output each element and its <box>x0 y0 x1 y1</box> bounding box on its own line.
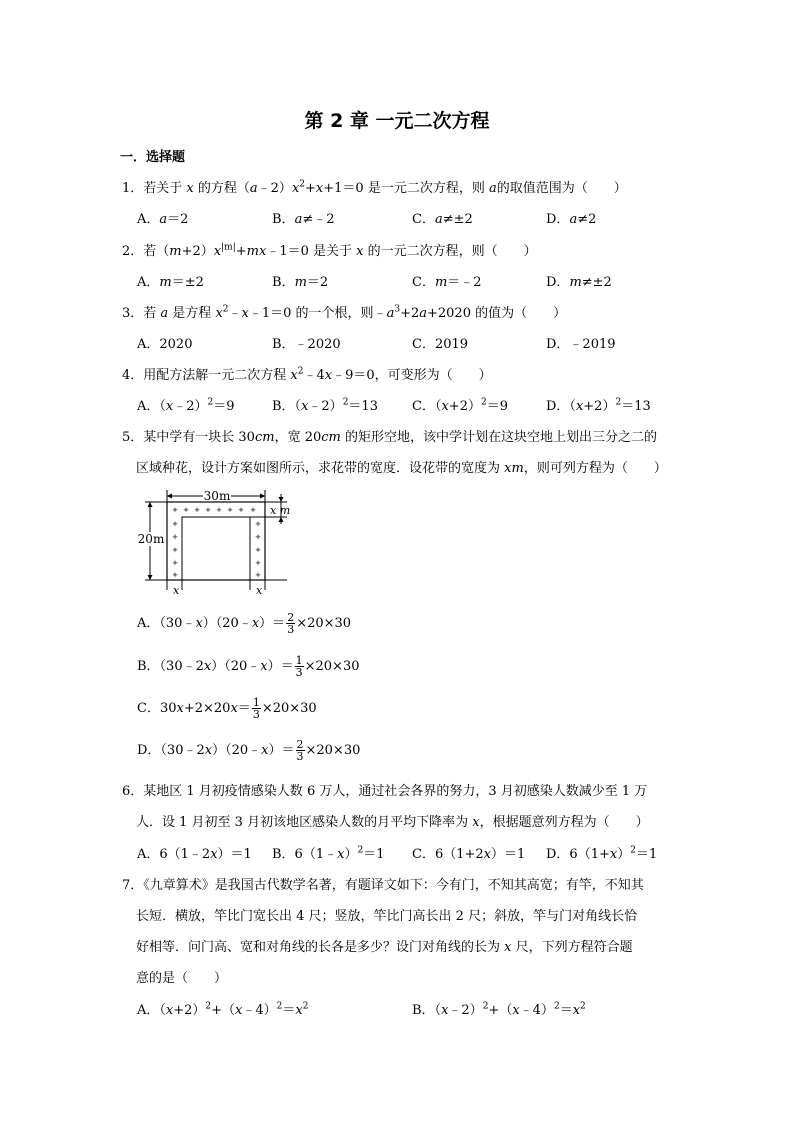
fraction: $\frac{2}{3}$ <box>296 738 304 763</box>
arrow-right-top <box>279 497 284 502</box>
flower-mark: ✦ <box>171 533 179 543</box>
inner-rect <box>182 517 250 580</box>
arrow-right-bottom <box>279 517 284 522</box>
question-3-option-c: C．2019 <box>412 337 469 352</box>
flower-mark: ✦ <box>254 571 262 581</box>
arrow-right <box>260 494 265 499</box>
question-4-option-b: B．（x﹣2）$^2$＝13 <box>272 397 378 414</box>
flower-mark: ✦ <box>254 546 262 556</box>
question-6-option-a: A．6（1﹣2x）＝1 <box>137 847 252 862</box>
question-5-line-1: 5．某中学有一块长 30cm，宽 20cm 的矩形空地，该中学计划在这块空地上划出三分之二的 <box>122 430 657 445</box>
flower-mark: ✦ <box>204 506 212 516</box>
dim-label-x-right: x <box>256 584 263 596</box>
question-4-option-a: A．（x﹣2）$^2$＝9 <box>137 397 235 414</box>
dim-label-top: 30m <box>203 489 231 503</box>
question-4-option-d: D．$(x+2)^2=13$ <box>546 397 651 414</box>
flower-mark: ✦ <box>215 506 223 516</box>
question-2-option-a: A．m＝±2 <box>137 275 204 290</box>
question-1-option-c: C．a≠±2 <box>412 212 473 227</box>
question-2-stem: 2．若$(m+2)x^{|m|}+mx﹣1=0$ 是关于 x 的一元二次方程，则（ ） <box>122 242 537 259</box>
flower-mark: ✦ <box>193 506 201 516</box>
question-7-line-4: 意的是（ ） <box>136 971 228 986</box>
question-3-stem: 3．若 a 是方程 $x^2﹣x﹣1=0$ 的一个根，则$﹣a^3+2a+2020$ 的值为（ ） <box>122 304 567 321</box>
question-1-option-a: A．a＝2 <box>137 212 189 227</box>
question-3-option-b: B．﹣2020 <box>272 337 341 352</box>
flower-mark: ✦ <box>182 506 190 516</box>
question-2-option-c: C．m＝﹣2 <box>412 275 482 290</box>
question-7-line-3: 好相等．问门高、宽和对角线的长各是多少？设门对角线的长为 x 尺，下列方程符合题 <box>136 940 633 955</box>
flower-mark: ✦ <box>254 520 262 530</box>
dim-label-right: x m <box>270 504 291 517</box>
dim-label-x-left: x <box>173 584 180 596</box>
question-4-option-c: C．$(x+2)^2=9$ <box>412 397 508 414</box>
page-title: 第 2 章 一元二次方程 <box>304 110 490 132</box>
question-6-line-1: 6．某地区 1 月初疫情感染人数 6 万人，通过社会各界的努力，3 月初感染人数减少至 1 万 <box>122 784 648 799</box>
flower-mark: ✦ <box>171 506 179 516</box>
question-7-option-a: A．$(x+2)^2+(x﹣4)^2=x^2$ <box>137 1001 309 1018</box>
question-5-line-2: 区域种花，设计方案如图所示，求花带的宽度．设花带的宽度为 xm，则可列方程为（ ） <box>136 461 667 476</box>
flower-mark: ✦ <box>171 559 179 569</box>
question-7-line-1: 7．《九章算术》是我国古代数学名著，有题译文如下：今有门，不知其高宽；有竿，不知其 <box>122 878 644 893</box>
flower-mark: ✦ <box>171 520 179 530</box>
question-3-option-a: A．2020 <box>137 337 193 352</box>
garden-diagram <box>135 484 295 596</box>
question-3-option-d: D．﹣2019 <box>546 337 616 352</box>
question-5-option-b: B．（30﹣2x）（20﹣x）＝ $\frac{1}{3}$ ×20×30 <box>137 654 360 679</box>
question-2-option-d: D．m≠±2 <box>546 275 612 290</box>
arrow-left <box>167 494 172 499</box>
flower-mark: ✦ <box>249 506 257 516</box>
question-6-option-d: D．$6(1+x)^2=1$ <box>546 845 658 862</box>
flower-mark: ✦ <box>254 533 262 543</box>
fraction: $\frac{2}{3}$ <box>287 611 295 636</box>
flower-mark: ✦ <box>171 546 179 556</box>
question-6-option-b: B．6（1﹣x）$^2$＝1 <box>272 845 385 862</box>
fraction: $\frac{1}{3}$ <box>252 696 260 721</box>
question-4-stem: 4．用配方法解一元二次方程 $x^2﹣4x﹣9=0$，可变形为（ ） <box>122 366 492 383</box>
section-heading: 一．选择题 <box>120 150 186 165</box>
arrow-down <box>148 575 153 580</box>
dim-label-left: 20m <box>137 532 165 546</box>
question-6-option-c: C．6（1+2x）＝1 <box>412 847 526 862</box>
question-1-stem: 1．若关于 x 的方程$(a﹣2)x^2+x+1=0$ 是一元二次方程，则 a的取值范围为（ ） <box>122 179 627 196</box>
arrow-up <box>148 502 153 507</box>
question-5-option-c: C．30x+2×20x＝ $\frac{1}{3}$ ×20×30 <box>137 696 317 721</box>
question-5-option-d: D．（30﹣2x）（20﹣x）＝ $\frac{2}{3}$ ×20×30 <box>137 738 361 763</box>
flower-mark: ✦ <box>254 559 262 569</box>
fraction: $\frac{1}{3}$ <box>295 654 303 679</box>
question-5-option-a: A．（30﹣x）（20﹣x）＝ $\frac{2}{3}$ ×20×30 <box>137 611 352 636</box>
question-7-option-b: B．$(x﹣2)^2+(x﹣4)^2=x^2$ <box>412 1001 586 1018</box>
flower-mark: ✦ <box>226 506 234 516</box>
question-6-line-2: 人．设 1 月初至 3 月初该地区感染人数的月平均下降率为 x，根据题意列方程为（ ） <box>136 815 649 830</box>
question-1-option-b: B．a≠﹣2 <box>272 212 335 227</box>
flower-mark: ✦ <box>237 506 245 516</box>
question-1-option-d: D．a≠2 <box>546 212 597 227</box>
question-7-line-2: 长短．横放，竿比门宽长出 4 尺；竖放，竿比门高长出 2 尺；斜放，竿与门对角线长恰 <box>136 909 638 924</box>
question-2-option-b: B．m＝2 <box>272 275 329 290</box>
flower-mark: ✦ <box>171 571 179 581</box>
